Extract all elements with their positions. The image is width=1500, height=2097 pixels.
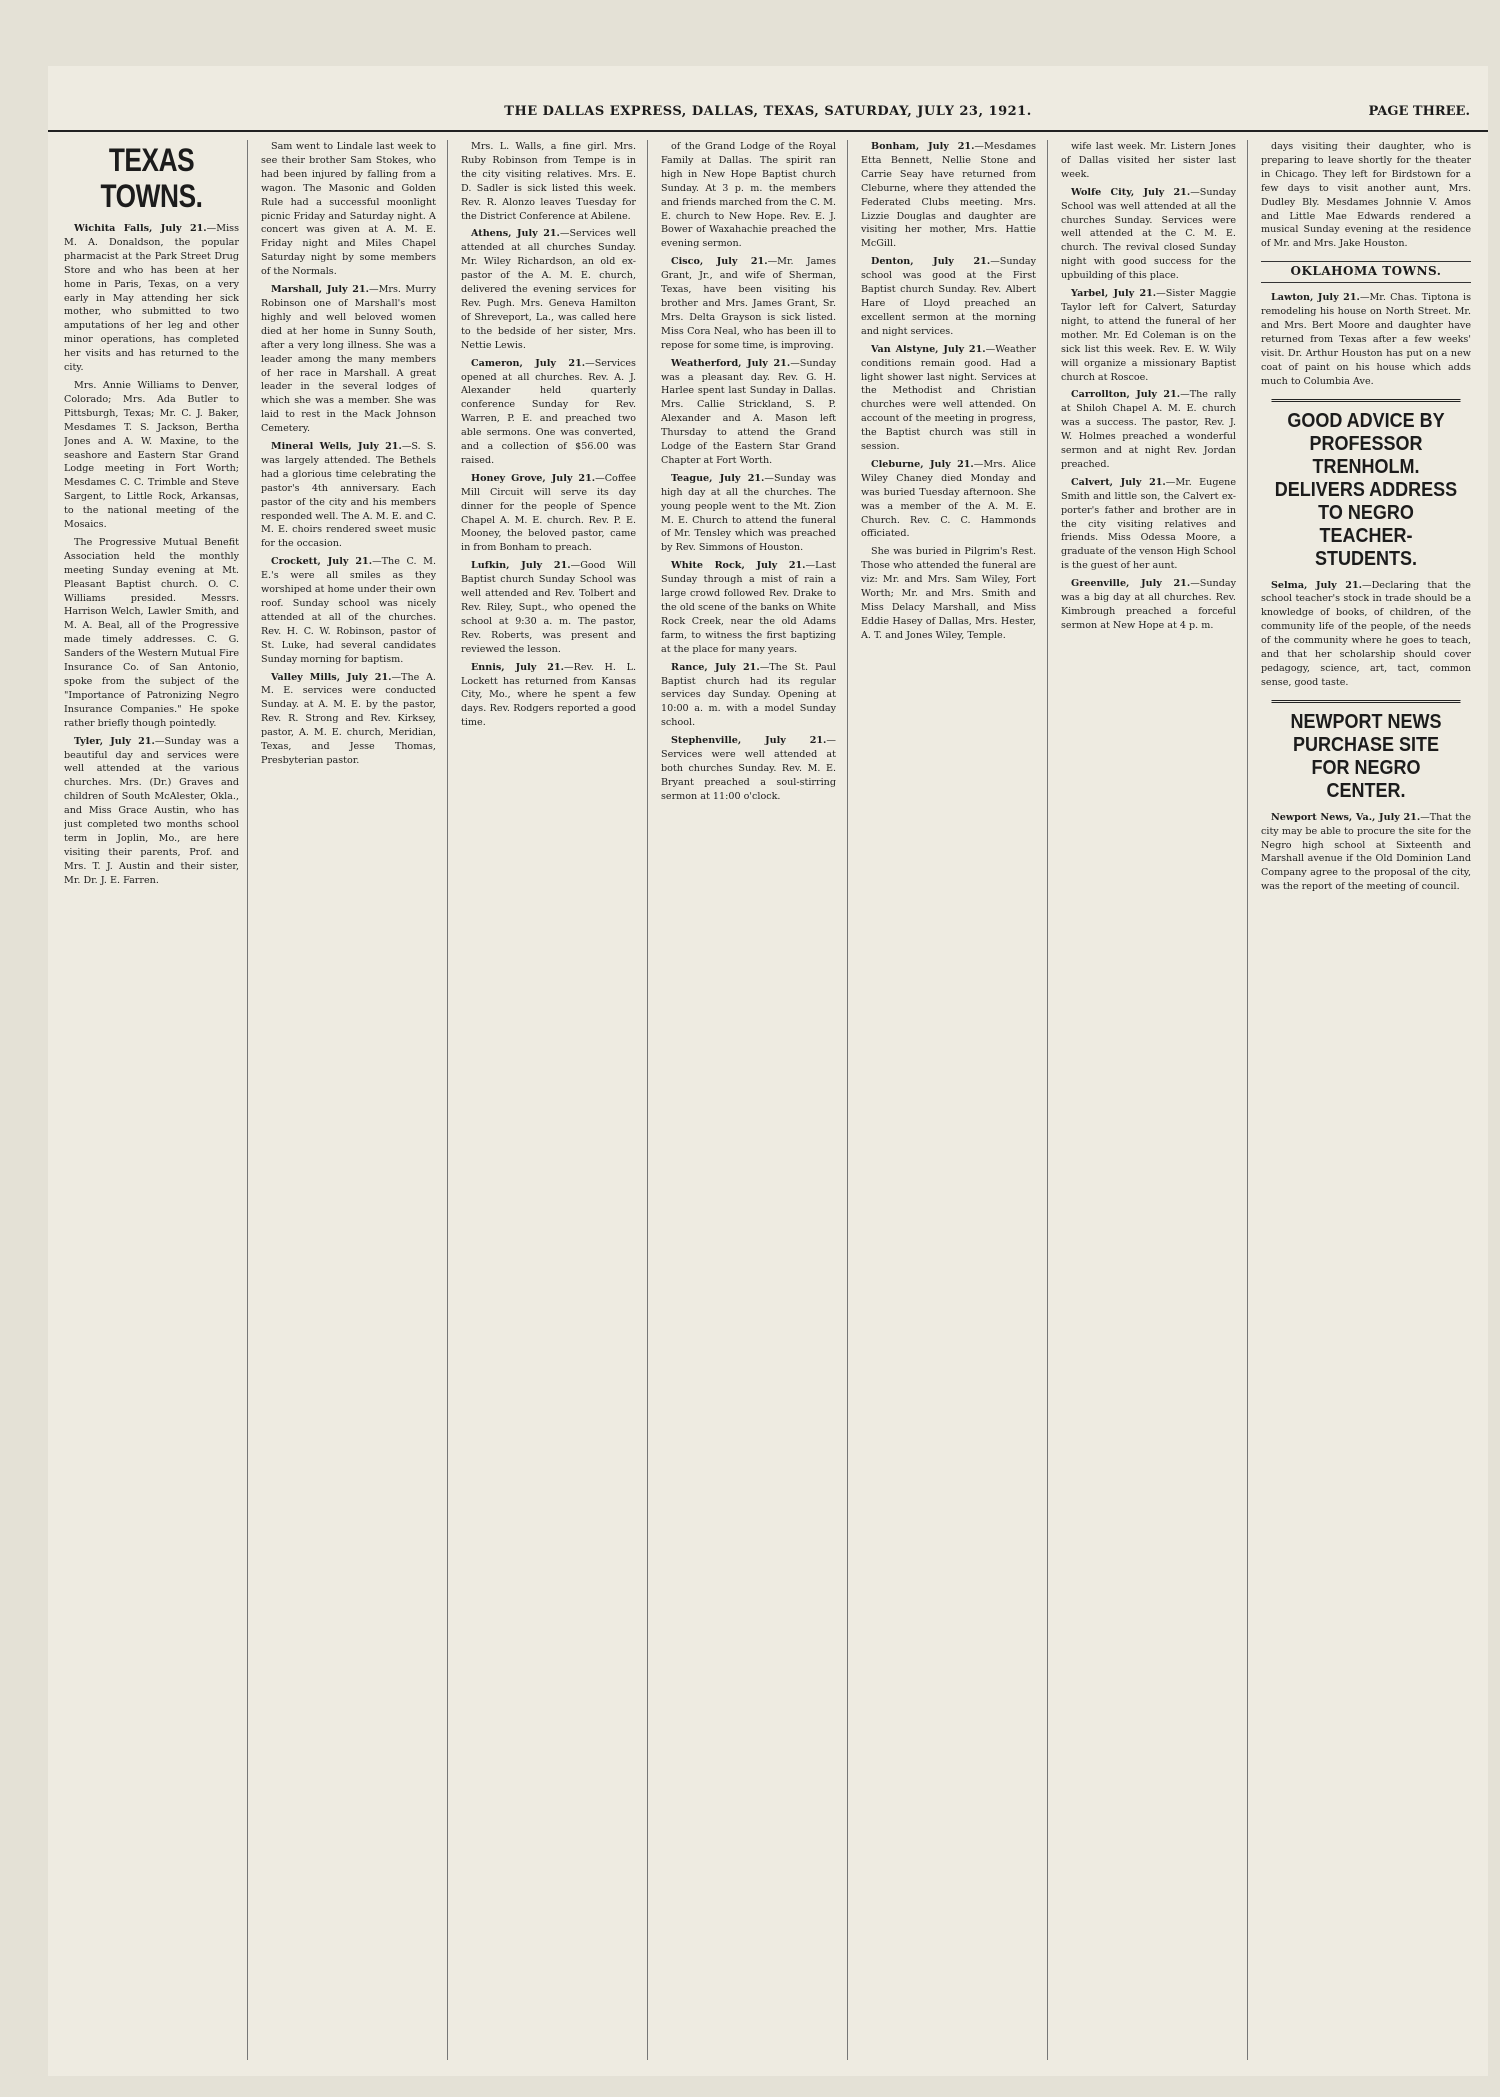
- article-paragraph: [261, 671, 436, 768]
- paragraph-text: —Services well attended at all churches Sunday. Mr. Wiley Richardson, an old ex-pastor of the A. M. E. church, delivered the evening services for Rev. Pugh. Mrs. Geneva Hamilton of Shreveport, La., was called here to the bedside of her sister, Mrs. Nettie Lewis.: [461, 228, 636, 351]
- article-paragraph: [64, 222, 239, 375]
- dateline: Wolfe City, July 21.: [1071, 186, 1191, 198]
- column-6: [1061, 140, 1236, 2060]
- article-paragraph: [661, 734, 836, 804]
- dateline: Tyler, July 21.: [74, 735, 155, 747]
- paragraph-text: —The C. M. E.'s were all smiles as they worshiped at home under their own roof. Sunday school was nicely attended at all of the churches. Rev. H. C. W. Robinson, pastor of St. Luke, had several candidates Sunday morning for baptism.: [261, 556, 436, 665]
- article-paragraph: [661, 140, 836, 251]
- article-paragraph: [461, 559, 636, 656]
- paragraph-text: —Sunday School was well attended at all the churches Sunday. Services were well attended at the C. M. E. church. The revival closed Sunday night with good success for the upbuilding of this place.: [1061, 186, 1236, 282]
- column-7: [1261, 140, 1471, 2060]
- dateline: Bonham, July 21.: [871, 141, 975, 152]
- paragraph-text: —Mr. Eugene Smith and little son, the Calvert ex-porter's father and brother are in the city visiting relatives and friends. Miss Odessa Moore, a graduate of the venson High School is the guest of her aunt.: [1061, 476, 1236, 572]
- dateline: Mineral Wells, July 21.: [271, 441, 402, 453]
- paragraph-text: —That the city may be able to procure the site for the Negro high school at Sixteenth and Marshall avenue if the Old Dominion Land Company agree to the proposal of the city, was the report of the meeting of council.: [1261, 811, 1471, 893]
- article-paragraph: [1261, 140, 1471, 251]
- column-rule: [847, 140, 848, 2060]
- article-paragraph: [1261, 579, 1471, 690]
- dateline: Honey Grove, July 21.: [471, 472, 596, 484]
- dateline: Marshall, July 21.: [271, 284, 369, 296]
- paragraph-text: —Declaring that the school teacher's stock in trade should be a knowledge of books, of children, of the community life of the people, of the needs of the community where he goes to teach, and that her scholarship should cover pedagogy, science, art, tact, common sense, good taste.: [1261, 579, 1471, 688]
- dateline: Rance, July 21.: [671, 661, 760, 673]
- paragraph-text: —Mrs. Alice Wiley Chaney died Monday and was buried Tuesday afternoon. She was a member of the A. M. E. Church. Rev. C. C. Hammonds officiated.: [861, 458, 1036, 540]
- paragraph-text: —Sunday was a beautiful day and services were well attended at the various churches. Mrs. (Dr.) Graves and children of South McAlester, Okla., and Miss Grace Austin, who has just completed two months school term in Joplin, Mo., are here visiting their parents, Prof. and Mrs. T. J. Austin and their sister, Mr. Dr. J. E. Farren.: [64, 735, 239, 886]
- dateline: Van Alstyne, July 21.: [871, 343, 986, 355]
- column-3: [461, 140, 636, 2060]
- paragraph-text: Mrs. Annie Williams to Denver, Colorado; Mrs. Ada Butler to Pittsburgh, Texas; Mr. C. J. Baker, Mesdames T. S. Jackson, Bertha Jones and A. W. Maxine, to the seashore and Eastern Star Grand Lodge meeting in Fort Worth; Mesdames C. C. Trimble and Steve Sargent, to Little Rock, Arkansas, to the national meeting of the Mosaics.: [64, 379, 239, 531]
- article-paragraph: [1061, 476, 1236, 573]
- article-paragraph: [1061, 287, 1236, 384]
- paragraph-text: —Sunday was a pleasant day. Rev. G. H. Harlee spent last Sunday in Dallas. Mrs. Callie Strickland, S. P. Alexander and A. Mason left Thursday to attend the Grand Lodge of the Eastern Star Grand Chapter at Fort Worth.: [661, 357, 836, 466]
- running-head: [48, 104, 1488, 132]
- dateline: Greenville, July 21.: [1071, 578, 1191, 590]
- article-paragraph: [261, 140, 436, 279]
- paragraph-text: —Mr. James Grant, Jr., and wife of Sherman, Texas, have been visiting his brother and Mrs. James Grant, Sr. Mrs. Delta Grayson is sick listed. Miss Cora Neal, who has been ill to repose for some time, is improving.: [661, 256, 836, 351]
- article-paragraph: [661, 255, 836, 352]
- article-paragraph: [261, 283, 436, 436]
- paragraph-text: —Coffee Mill Circuit will serve its day dinner for the people of Spence Chapel A. M. E. church. Rev. P. E. Mooney, the beloved pastor, came in from Bonham to preach.: [461, 472, 636, 554]
- article-paragraph: [861, 545, 1036, 642]
- paragraph-text: —Weather conditions remain good. Had a light shower last night. Services at the Methodist and Christian churches were well attended. On account of the meeting in progress, the Baptist church was still in session.: [861, 343, 1036, 453]
- column-rule: [247, 140, 248, 2060]
- article-paragraph: [661, 559, 836, 656]
- paragraph-text: —The rally at Shiloh Chapel A. M. E. church was a success. The pastor, Rev. J. W. Holmes preached a wonderful sermon and at night Rev. Jordan preached.: [1061, 389, 1236, 470]
- paragraph-text: —Sunday school was good at the First Baptist church Sunday. Rev. Albert Hare of Lloyd preached an excellent sermon at the morning and night services.: [861, 256, 1036, 337]
- paragraph-text: —S. S. was largely attended. The Bethels had a glorious time celebrating the pastor's 4th anniversary. Each pastor of the city and his members responded well. The A. M. E. and C. M. E. choirs rendered sweet music for the occasion.: [261, 441, 436, 550]
- dateline: Yarbel, July 21.: [1071, 288, 1157, 300]
- dateline: Ennis, July 21.: [471, 661, 564, 673]
- paragraph-text: —Sister Maggie Taylor left for Calvert, Saturday night, to attend the funeral of her mother. Mr. Ed Coleman is on the sick list this week. Rev. E. W. Wily will organize a missionary Baptist church at Roscoe.: [1061, 288, 1236, 383]
- paragraph-text: —Mr. Chas. Tiptona is remodeling his house on North Street. Mr. and Mrs. Bert Moore and daughter have returned from Texas after a few weeks' visit. Dr. Arthur Houston has put on a new coat of paint on his house which adds much to Columbia Ave.: [1261, 292, 1471, 387]
- article-paragraph: [1061, 140, 1236, 182]
- column-rule: [647, 140, 648, 2060]
- dateline: Denton, July 21.: [871, 256, 991, 268]
- article-paragraph: [461, 357, 636, 468]
- article-paragraph: [661, 661, 836, 731]
- paragraph-text: of the Grand Lodge of the Royal Family at Dallas. The spirit ran high in New Hope Baptist church Sunday. At 3 p. m. the members and friends marched from the C. M. E. church to New Hope. Rev. E. J. Bower of Waxahachie preached the evening sermon.: [661, 141, 836, 250]
- column-rule: [1047, 140, 1048, 2060]
- paragraph-text: —Last Sunday through a mist of rain a large crowd followed Rev. Drake to the old scene of the banks on White Rock Creek, near the old Adams farm, to witness the first baptizing at the place for many years.: [661, 560, 836, 655]
- column-4: [661, 140, 836, 2060]
- dateline: Carrollton, July 21.: [1071, 389, 1181, 401]
- paragraph-text: —Rev. H. L. Lockett has returned from Kansas City, Mo., where he spent a few days. Rev. Rodgers reported a good time.: [461, 661, 636, 729]
- dateline: Stephenville, July 21.: [671, 735, 827, 747]
- dateline: Calvert, July 21.: [1071, 476, 1166, 488]
- article-paragraph: [64, 379, 239, 532]
- paragraph-text: days visiting their daughter, who is preparing to leave shortly for the theater in Chicago. They left for Birdstown for a few days to visit another aunt, Mrs. Dudley Bly. Mesdames Johnnie V. Amos and Little Mae Edwards rendered a musical Sunday evening at the residence of Mr. and Mrs. Jake Houston.: [1261, 141, 1471, 250]
- dateline: Wichita Falls, July 21.: [74, 223, 207, 234]
- article-paragraph: [861, 255, 1036, 338]
- article-paragraph: [261, 440, 436, 551]
- article-paragraph: [1061, 388, 1236, 471]
- paragraph-text: She was buried in Pilgrim's Rest. Those who attended the funeral are viz: Mr. and Mrs. Sam Wiley, Fort Worth; Mr. and Mrs. Smith and Miss Delacy Marshall, and Miss Eddie Hasey of Dallas, Mrs. Hester, A. T. and Jones Wiley, Temple.: [861, 546, 1036, 641]
- dateline: Selma, July 21.: [1271, 579, 1362, 591]
- paragraph-text: —Miss M. A. Donaldson, the popular pharmacist at the Park Street Drug Store and who has been at her home in Paris, Texas, on a very early in May attending her sick mother, who submitted to two amputations of her leg and other minor operations, has completed her visits and has returned to the city.: [64, 223, 239, 374]
- dateline: Cameron, July 21.: [471, 357, 586, 369]
- article-paragraph: [1261, 291, 1471, 388]
- paragraph-text: The Progressive Mutual Benefit Association held the monthly meeting Sunday evening at Mt. Pleasant Baptist church. O. C. Williams presided. Messrs. Harrison Welch, Lawler Smith, and M. A. Beal, all of the Progressive made timely addresses. C. G. Sanders of the Western Mutual Fire Insurance Co. of San Antonio, spoke from the subject of the "Importance of Patronizing Negro Insurance Companies." He spoke rather briefly though pointedly.: [64, 536, 239, 729]
- article-paragraph: [861, 458, 1036, 541]
- section-headline: TEXAS TOWNS.: [100, 142, 203, 214]
- column-rule: [1247, 140, 1248, 2060]
- column-5: [861, 140, 1036, 2060]
- trenholm-article-headline: GOOD ADVICE BY PROFESSOR TRENHOLM. DELIVERS ADDRESS TO NEGRO TEACHER-STUDENTS.: [1272, 399, 1461, 571]
- dateline: Athens, July 21.: [471, 228, 560, 240]
- newport-news-article-headline: NEWPORT NEWS PURCHASE SITE FOR NEGRO CENTER.: [1272, 700, 1461, 803]
- article-paragraph: [461, 140, 636, 223]
- dateline: Weatherford, July 21.: [671, 357, 791, 369]
- paragraph-text: Sam went to Lindale last week to see their brother Sam Stokes, who had been injured by falling from a wagon. The Masonic and Golden Rule had a successful moonlight picnic Friday and Saturday night. A concert was given at A. M. E. Friday night and Miles Chapel Saturday night by some members of the Normals.: [261, 141, 436, 278]
- column-2: [261, 140, 436, 2060]
- dateline: Lawton, July 21.: [1271, 292, 1360, 304]
- article-paragraph: [1061, 186, 1236, 283]
- paragraph-text: wife last week. Mr. Listern Jones of Dallas visited her sister last week.: [1061, 141, 1236, 180]
- paragraph-text: —Services were well attended at both churches Sunday. Rev. M. E. Bryant preached a soul-stirring sermon at 11:00 o'clock.: [661, 735, 836, 802]
- article-paragraph: [661, 472, 836, 555]
- column-rule: [447, 140, 448, 2060]
- masthead-title: THE DALLAS EXPRESS, DALLAS, TEXAS, SATURDAY, JULY 23, 1921.: [504, 104, 1032, 119]
- page-number: PAGE THREE.: [1368, 104, 1470, 119]
- article-paragraph: [1261, 811, 1471, 894]
- dateline: Newport News, Va., July 21.: [1271, 811, 1421, 823]
- dateline: Cleburne, July 21.: [871, 458, 974, 470]
- article-paragraph: [461, 227, 636, 352]
- article-paragraph: [64, 536, 239, 731]
- newspaper-page: [48, 66, 1488, 2076]
- paragraph-text: —Mrs. Murry Robinson one of Marshall's most highly and well beloved women died at her home in Sunny South, after a very long illness. She was a leader among the many members of her race in Marshall. A great leader in the several lodges of which she was a member. She was laid to rest in the Mack Johnson Cemetery.: [261, 284, 436, 435]
- paragraph-text: —The A. M. E. services were conducted Sunday. at A. M. E. by the pastor, Rev. R. Strong and Rev. Kirksey, pastor, A. M. E. church, Meridian, Texas, and Jesse Thomas, Presbyterian pastor.: [261, 671, 436, 766]
- article-paragraph: [261, 555, 436, 666]
- paragraph-text: —The St. Paul Baptist church had its regular services day Sunday. Opening at 10:00 a. m. with a model Sunday school.: [661, 661, 836, 729]
- dateline: Cisco, July 21.: [671, 256, 768, 268]
- dateline: Valley Mills, July 21.: [271, 671, 392, 683]
- article-paragraph: [861, 140, 1036, 251]
- column-1: [64, 140, 239, 2060]
- article-paragraph: [861, 343, 1036, 454]
- paragraph-text: —Sunday was high day at all the churches. The young people went to the Mt. Zion M. E. Church to attend the funeral of Mr. Tensley which was preached by Rev. Simmons of Houston.: [661, 472, 836, 554]
- paragraph-text: Mrs. L. Walls, a fine girl. Mrs. Ruby Robinson from Tempe is in the city visiting relatives. Mrs. E. D. Sadler is sick listed this week. Rev. R. Alonzo leaves Tuesday for the District Conference at Abilene.: [461, 141, 636, 222]
- article-paragraph: [461, 661, 636, 731]
- article-paragraph: [661, 357, 836, 468]
- dateline: Lufkin, July 21.: [471, 560, 571, 572]
- article-paragraph: [1061, 577, 1236, 633]
- paragraph-text: —Sunday was a big day at all churches. Rev. Kimbrough preached a forceful sermon at New Hope at 4 p. m.: [1061, 578, 1236, 631]
- oklahoma-towns-heading: OKLAHOMA TOWNS.: [1261, 261, 1471, 283]
- article-paragraph: [64, 735, 239, 888]
- paragraph-text: —Good Will Baptist church Sunday School was well attended and Rev. Tolbert and Rev. Riley, Supt., who opened the school at 9:30 a. m. The pastor, Rev. Roberts, was present and reviewed the lesson.: [461, 560, 636, 655]
- dateline: White Rock, July 21.: [671, 560, 806, 572]
- dateline: Teague, July 21.: [671, 472, 765, 484]
- paragraph-text: —Mesdames Etta Bennett, Nellie Stone and Carrie Seay have returned from Cleburne, where they attended the Federated Clubs meeting. Mrs. Lizzie Douglas and daughter are visiting her mother, Mrs. Hattie McGill.: [861, 141, 1036, 250]
- dateline: Crockett, July 21.: [271, 556, 373, 568]
- paragraph-text: —Services opened at all churches. Rev. A. J. Alexander held quarterly conference Sunday for Rev. Warren, P. E. and preached two able sermons. One was converted, and a collection of $56.00 was raised.: [461, 357, 636, 466]
- article-paragraph: [461, 472, 636, 555]
